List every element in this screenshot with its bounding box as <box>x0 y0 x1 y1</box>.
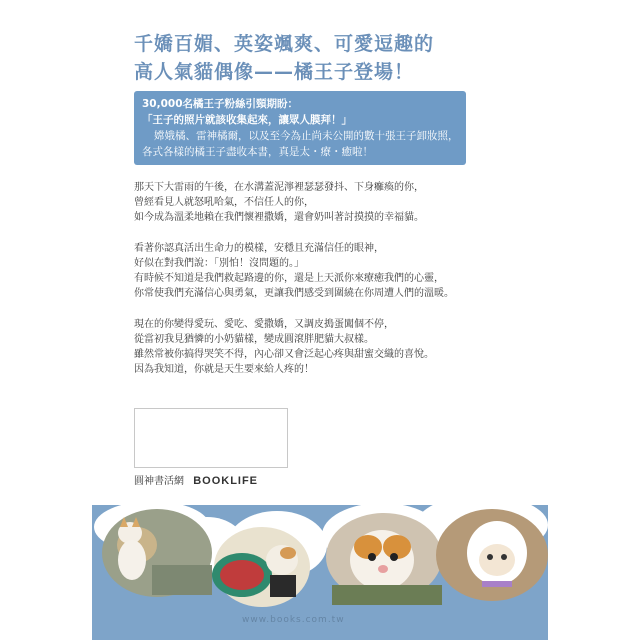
blurb-line-4: 各式各樣的橘王子盡收本書，真是太・療・癒啦！ <box>142 146 373 158</box>
body-text <box>134 180 534 393</box>
para2-line: 有時候不知道是我們救起路邊的你，還是上天派你來療癒我們的心靈， <box>134 273 444 284</box>
paragraph-1 <box>134 180 534 225</box>
headline <box>134 30 514 86</box>
para3-line: 雖然常被你搞得哭笑不得，內心卻又會泛起心疼與甜蜜交織的喜悅。 <box>134 349 434 360</box>
blurb-line-1: 30,000名橘王子粉絲引頸期盼： <box>142 98 299 110</box>
cat-photo-1 <box>102 509 212 597</box>
book-back-cover <box>92 0 548 640</box>
cat-photo-3 <box>326 513 442 605</box>
blurb-line-3: 嫦娥橘、雷神橘爾，以及至今為止尚未公開的數十張王子卸妝照， <box>154 130 459 142</box>
para2-line: 你常使我們充滿信心與勇氣，更讓我們感受到圍繞在你周遭人們的溫暖。 <box>134 288 454 299</box>
watermark: www.books.com.tw <box>242 615 345 625</box>
para1-line: 曾經看見人就怒吼哈氣，不信任人的你， <box>134 197 314 208</box>
para3-line: 因為我知道，你就是天生要來給人疼的！ <box>134 364 314 375</box>
publisher-line <box>134 472 258 487</box>
blurb-box <box>134 91 466 165</box>
para1-line: 如今成為溫柔地賴在我們懷裡撒嬌，還會奶叫著討摸摸的幸福貓。 <box>134 212 424 223</box>
barcode-placeholder <box>134 408 288 468</box>
para2-line: 看著你認真活出生命力的模樣，安穩且充滿信任的眼神， <box>134 243 384 254</box>
para3-line: 從當初我見猶憐的小奶貓樣，變成圓滾胖肥貓大叔樣。 <box>134 334 374 345</box>
headline-line-1: 千嬌百媚、英姿颯爽、可愛逗趣的 <box>134 33 435 55</box>
headline-line-2: 高人氣貓偶像——橘王子登場！ <box>134 61 415 83</box>
publisher-brand-logo: BOOKLIFE <box>193 475 259 487</box>
paragraph-3 <box>134 317 534 377</box>
paragraph-2 <box>134 241 534 301</box>
para1-line: 那天下大雷雨的午後，在水溝蓋泥濘裡瑟瑟發抖、下身癱瘓的你， <box>134 182 424 193</box>
para3-line: 現在的你變得愛玩、愛吃、愛撒嬌，又調皮搗蛋闖個不停， <box>134 319 394 330</box>
blurb-line-2: 「王子的照片就該收集起來，讓眾人膜拜！」 <box>142 114 352 126</box>
cat-photo-4 <box>436 509 548 601</box>
para2-line: 好似在對我們說：「別怕！沒問題的。」 <box>134 258 304 269</box>
publisher-name: 圓神書活網 <box>134 476 184 487</box>
